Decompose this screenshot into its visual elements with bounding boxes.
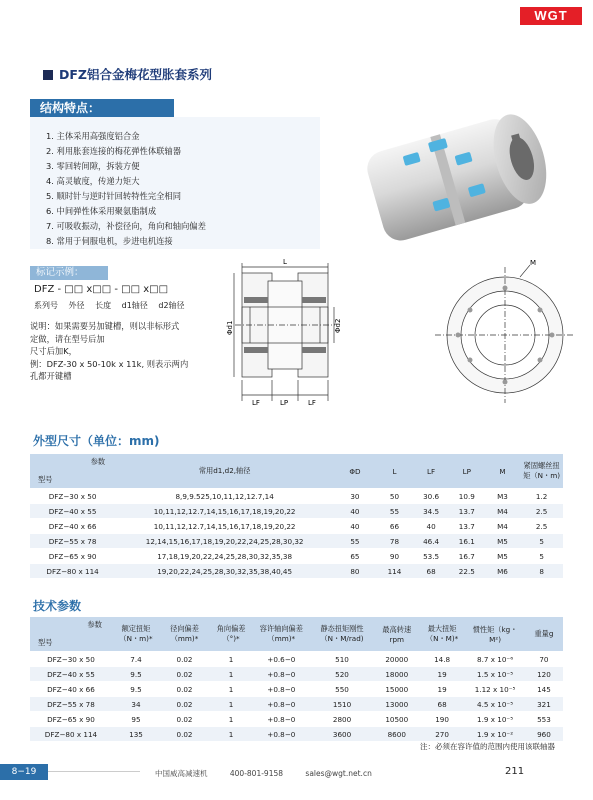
table-cell: M6 bbox=[485, 564, 521, 579]
table-cell: 80 bbox=[334, 564, 376, 579]
table-cell: 2.5 bbox=[520, 519, 563, 534]
table-row bbox=[30, 549, 563, 564]
dim-LP: LP bbox=[280, 399, 289, 407]
col-header: 静态扭矩刚性（N・M/rad) bbox=[309, 617, 374, 652]
dim-LF-left: LF bbox=[252, 399, 260, 407]
table-row bbox=[30, 489, 563, 504]
footer-contact bbox=[155, 768, 392, 779]
model-code-labels bbox=[34, 300, 193, 311]
table-cell: 30 bbox=[334, 489, 376, 504]
table-cell: 19 bbox=[419, 682, 465, 697]
corner-model-label: 型号 bbox=[38, 638, 53, 647]
table-cell: 1 bbox=[209, 727, 253, 742]
feature-item: 7. 可吸收振动，补偿径向，角向和轴向偏差 bbox=[46, 221, 206, 231]
table-cell: 53.5 bbox=[413, 549, 449, 564]
page-title bbox=[43, 65, 212, 83]
table-cell: 8600 bbox=[375, 727, 419, 742]
table-cell: 15000 bbox=[375, 682, 419, 697]
table-cell: 22.5 bbox=[449, 564, 485, 579]
table-cell: 1 bbox=[209, 697, 253, 712]
table-cell: 68 bbox=[413, 564, 449, 579]
feature-item: 8. 常用于伺服电机，步进电机连接 bbox=[46, 236, 173, 246]
dim-LF-right: LF bbox=[308, 399, 316, 407]
table-cell: 70 bbox=[525, 652, 563, 667]
table-row bbox=[30, 504, 563, 519]
table-cell: 2.5 bbox=[520, 504, 563, 519]
table-cell: M4 bbox=[485, 519, 521, 534]
table-cell: 190 bbox=[419, 712, 465, 727]
table-cell: 510 bbox=[309, 652, 374, 667]
note-line: 孔都开键槽 bbox=[30, 371, 72, 381]
col-header: ΦD bbox=[334, 454, 376, 489]
table-cell: 0.02 bbox=[160, 712, 209, 727]
corner-param-label: 参数 bbox=[87, 620, 102, 629]
table-corner bbox=[30, 617, 112, 652]
model-cell: DFZ−40 x 55 bbox=[30, 504, 115, 519]
table-cell: M5 bbox=[485, 534, 521, 549]
model-cell: DFZ−30 x 50 bbox=[30, 489, 115, 504]
model-cell: DFZ−30 x 50 bbox=[30, 652, 112, 667]
table-cell: M4 bbox=[485, 504, 521, 519]
model-cell: DFZ−65 x 90 bbox=[30, 712, 112, 727]
table-cell: 321 bbox=[525, 697, 563, 712]
col-header: M bbox=[485, 454, 521, 489]
table-cell: 55 bbox=[334, 534, 376, 549]
table-cell: 50 bbox=[376, 489, 414, 504]
table-cell: 14.8 bbox=[419, 652, 465, 667]
table-cell: 66 bbox=[376, 519, 414, 534]
tech-table bbox=[30, 617, 563, 742]
table-row bbox=[30, 682, 563, 697]
footnote: 注：必须在容许值的范围内使用该联轴器 bbox=[420, 742, 555, 751]
footer-divider bbox=[48, 771, 140, 772]
table-cell: +0.8−0 bbox=[253, 712, 309, 727]
dim-M: M bbox=[530, 259, 537, 267]
table-cell: +0.6−0 bbox=[253, 652, 309, 667]
model-cell: DFZ−65 x 90 bbox=[30, 549, 115, 564]
table-cell: 135 bbox=[112, 727, 160, 742]
table-cell: 1 bbox=[209, 682, 253, 697]
table-cell: 10,11,12,12.7,14,15,16,17,18,19,20,22 bbox=[115, 519, 334, 534]
table-cell: 13.7 bbox=[449, 504, 485, 519]
model-code: DFZ - □□ x□□ - □□ x□□ bbox=[34, 284, 169, 295]
model-cell: DFZ−80 x 114 bbox=[30, 564, 115, 579]
code-label: 系列号 bbox=[34, 301, 58, 310]
dims-table bbox=[30, 454, 563, 579]
table-cell: 19,20,22,24,25,28,30,32,35,38,40,45 bbox=[115, 564, 334, 579]
dims-heading: 外型尺寸（单位：mm) bbox=[33, 434, 160, 448]
model-cell: DFZ−40 x 66 bbox=[30, 519, 115, 534]
footer-phone: 400-801-9158 bbox=[229, 769, 284, 778]
table-cell: M3 bbox=[485, 489, 521, 504]
corner-model-label: 型号 bbox=[38, 475, 53, 484]
table-cell: 0.02 bbox=[160, 667, 209, 682]
dim-d1: Φd1 bbox=[226, 320, 234, 335]
table-cell: 95 bbox=[112, 712, 160, 727]
tech-heading: 技术参数 bbox=[33, 599, 82, 613]
code-label: d1轴径 bbox=[121, 301, 148, 310]
table-cell: 1.9 x 10⁻² bbox=[465, 727, 525, 742]
table-cell: 19 bbox=[419, 667, 465, 682]
col-header: 最高转速rpm bbox=[375, 617, 419, 652]
table-cell: 17,18,19,20,22,24,25,28,30,32,35,38 bbox=[115, 549, 334, 564]
col-header: 径向偏差（mm)* bbox=[160, 617, 209, 652]
table-cell: 960 bbox=[525, 727, 563, 742]
table-cell: 1.12 x 10⁻⁵ bbox=[465, 682, 525, 697]
table-cell: 16.1 bbox=[449, 534, 485, 549]
table-cell: 0.02 bbox=[160, 652, 209, 667]
table-row bbox=[30, 534, 563, 549]
table-cell: 520 bbox=[309, 667, 374, 682]
table-cell: 0.02 bbox=[160, 697, 209, 712]
table-cell: 9.5 bbox=[112, 682, 160, 697]
feature-item: 5. 顺时针与逆时针回转特性完全相同 bbox=[46, 191, 182, 201]
col-header: 重量g bbox=[525, 617, 563, 652]
code-label: 长度 bbox=[95, 301, 112, 310]
code-label: d2轴径 bbox=[158, 301, 185, 310]
table-cell: 10.9 bbox=[449, 489, 485, 504]
note-line: 尺寸后加K， bbox=[30, 346, 77, 356]
table-cell: 8 bbox=[520, 564, 563, 579]
section-page-badge: 8−19 bbox=[0, 764, 48, 780]
page-number: 211 bbox=[505, 766, 525, 777]
model-cell: DFZ−40 x 66 bbox=[30, 682, 112, 697]
note-line: 定做，请在型号后加 bbox=[30, 333, 105, 344]
table-cell: 1 bbox=[209, 712, 253, 727]
table-cell: 114 bbox=[376, 564, 414, 579]
table-row bbox=[30, 712, 563, 727]
table-cell: 550 bbox=[309, 682, 374, 697]
page-title-text: DFZ铝合金梅花型胀套系列 bbox=[59, 67, 212, 82]
dim-d2: Φd2 bbox=[334, 318, 342, 333]
table-cell: 0.02 bbox=[160, 727, 209, 742]
table-cell: 1.2 bbox=[520, 489, 563, 504]
table-cell: 1.9 x 10⁻⁵ bbox=[465, 712, 525, 727]
model-cell: DFZ−55 x 78 bbox=[30, 534, 115, 549]
marking-heading: 标记示例： bbox=[30, 266, 108, 280]
table-cell: 3600 bbox=[309, 727, 374, 742]
col-header: 最大扭矩（N・M)* bbox=[419, 617, 465, 652]
feature-item: 4. 高灵敏度，传递力矩大 bbox=[46, 176, 140, 186]
table-cell: 46.4 bbox=[413, 534, 449, 549]
technical-drawing bbox=[226, 255, 575, 415]
table-cell: +0.8−0 bbox=[253, 682, 309, 697]
col-header: L bbox=[376, 454, 414, 489]
table-cell: 4.5 x 10⁻⁵ bbox=[465, 697, 525, 712]
table-corner bbox=[30, 454, 115, 489]
table-row bbox=[30, 667, 563, 682]
col-header: 紧固螺丝扭矩（N・m) bbox=[520, 454, 563, 489]
coupling-product-image bbox=[350, 95, 572, 255]
table-cell: 12,14,15,16,17,18,19,20,22,24,25,28,30,32 bbox=[115, 534, 334, 549]
table-cell: 34.5 bbox=[413, 504, 449, 519]
table-cell: 8.7 x 10⁻⁶ bbox=[465, 652, 525, 667]
table-cell: +0.8−0 bbox=[253, 727, 309, 742]
brand-logo: WGT bbox=[520, 7, 582, 25]
table-cell: +0.8−0 bbox=[253, 667, 309, 682]
table-cell: +0.8−0 bbox=[253, 697, 309, 712]
corner-param-label: 参数 bbox=[90, 457, 106, 466]
table-cell: 1 bbox=[209, 667, 253, 682]
table-cell: 78 bbox=[376, 534, 414, 549]
table-cell: 30.6 bbox=[413, 489, 449, 504]
model-cell: DFZ−55 x 78 bbox=[30, 697, 112, 712]
note-line: 例：DFZ-30 x 50-10k x 11k, 则表示两内 bbox=[30, 358, 189, 369]
table-cell: 270 bbox=[419, 727, 465, 742]
table-cell: 0.02 bbox=[160, 682, 209, 697]
features-list bbox=[46, 129, 206, 249]
table-cell: 145 bbox=[525, 682, 563, 697]
table-cell: M5 bbox=[485, 549, 521, 564]
col-header: LP bbox=[449, 454, 485, 489]
keyway-note bbox=[30, 320, 220, 383]
table-cell: 9.5 bbox=[112, 667, 160, 682]
table-cell: 90 bbox=[376, 549, 414, 564]
table-cell: 13000 bbox=[375, 697, 419, 712]
table-row bbox=[30, 519, 563, 534]
col-header: 额定扭矩（N・m)* bbox=[112, 617, 160, 652]
table-cell: 65 bbox=[334, 549, 376, 564]
table-cell: 2800 bbox=[309, 712, 374, 727]
table-row bbox=[30, 697, 563, 712]
table-cell: 1.5 x 10⁻⁵ bbox=[465, 667, 525, 682]
col-header: 角向偏差（°)* bbox=[209, 617, 253, 652]
table-cell: 1 bbox=[209, 652, 253, 667]
model-cell: DFZ−40 x 55 bbox=[30, 667, 112, 682]
table-cell: 34 bbox=[112, 697, 160, 712]
table-cell: 40 bbox=[334, 519, 376, 534]
dim-L: L bbox=[283, 258, 287, 266]
col-header: LF bbox=[413, 454, 449, 489]
model-cell: DFZ−80 x 114 bbox=[30, 727, 112, 742]
feature-item: 6. 中间弹性体采用聚氨脂制成 bbox=[46, 206, 157, 216]
table-cell: 10500 bbox=[375, 712, 419, 727]
table-row bbox=[30, 564, 563, 579]
table-cell: 120 bbox=[525, 667, 563, 682]
code-label: 外径 bbox=[68, 301, 85, 310]
col-header: 容许轴向偏差（mm)* bbox=[253, 617, 309, 652]
table-cell: 5 bbox=[520, 534, 563, 549]
feature-item: 1. 主体采用高强度铝合金 bbox=[46, 131, 140, 141]
feature-item: 2. 利用胀套连接的梅花弹性体联轴器 bbox=[46, 146, 182, 156]
table-cell: 5 bbox=[520, 549, 563, 564]
table-cell: 10,11,12,12.7,14,15,16,17,18,19,20,22 bbox=[115, 504, 334, 519]
table-cell: 8,9,9.525,10,11,12,12.7,14 bbox=[115, 489, 334, 504]
col-header: 常用d1,d2,轴径 bbox=[115, 454, 334, 489]
title-square-icon bbox=[43, 70, 53, 80]
col-header: 惯性矩（kg・M²) bbox=[465, 617, 525, 652]
table-cell: 7.4 bbox=[112, 652, 160, 667]
table-cell: 40 bbox=[413, 519, 449, 534]
table-cell: 68 bbox=[419, 697, 465, 712]
table-cell: 1510 bbox=[309, 697, 374, 712]
feature-item: 3. 零回转间隙，拆装方便 bbox=[46, 161, 140, 171]
note-line: 说明：如果需要另加键槽，则以非标形式 bbox=[30, 321, 180, 331]
table-row bbox=[30, 652, 563, 667]
table-cell: 13.7 bbox=[449, 519, 485, 534]
table-cell: 553 bbox=[525, 712, 563, 727]
table-cell: 18000 bbox=[375, 667, 419, 682]
features-heading: 结构特点： bbox=[30, 99, 174, 117]
table-cell: 55 bbox=[376, 504, 414, 519]
table-cell: 20000 bbox=[375, 652, 419, 667]
footer-company: 中国威高减速机 bbox=[155, 769, 208, 778]
footer-email[interactable]: sales@wgt.net.cn bbox=[305, 769, 372, 778]
table-cell: 16.7 bbox=[449, 549, 485, 564]
table-row bbox=[30, 727, 563, 742]
table-cell: 40 bbox=[334, 504, 376, 519]
